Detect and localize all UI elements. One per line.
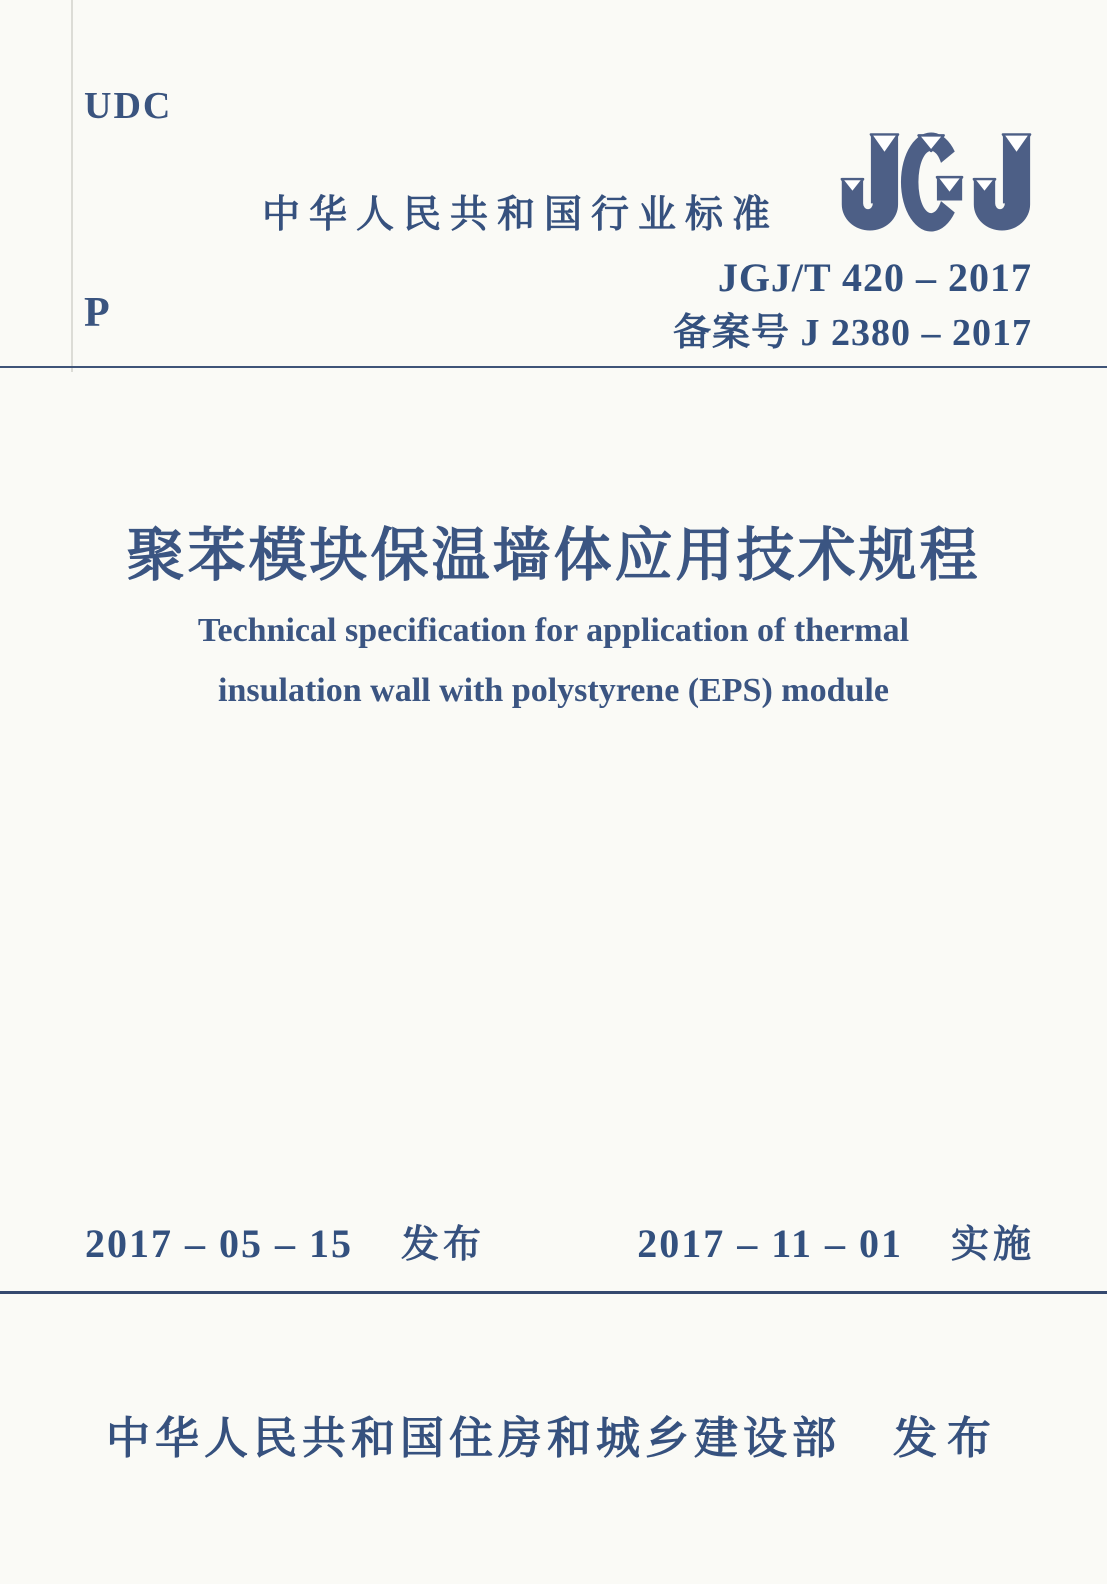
implement-label: 实施 bbox=[950, 1224, 1035, 1266]
top-rule bbox=[0, 366, 1107, 368]
title-english bbox=[0, 601, 1107, 721]
jgj-logo bbox=[834, 128, 1034, 236]
publisher-row bbox=[0, 1402, 1107, 1466]
jgj-logo-icon bbox=[834, 128, 1034, 236]
publisher-name: 中华人民共和国住房和城乡建设部 bbox=[106, 1414, 841, 1463]
implement-date-group bbox=[637, 1213, 1035, 1268]
udc-label: UDC bbox=[84, 85, 173, 127]
implement-date: 2017 – 11 – 01 bbox=[637, 1221, 903, 1266]
bottom-rule bbox=[0, 1291, 1107, 1294]
title-english-line1: Technical specification for application of thermal bbox=[197, 612, 910, 649]
issue-date: 2017 – 05 – 15 bbox=[85, 1221, 353, 1266]
standard-type-title: 中华人民共和国行业标准 bbox=[262, 194, 780, 236]
record-number: 备案号 J 2380 – 2017 bbox=[672, 312, 1032, 354]
issue-date-group bbox=[85, 1213, 485, 1268]
publisher-action: 发布 bbox=[893, 1414, 1001, 1463]
title-english-line2: insulation wall with polystyrene (EPS) module bbox=[218, 672, 889, 709]
title-chinese: 聚苯模块保温墙体应用技术规程 bbox=[126, 523, 981, 588]
scan-edge-line bbox=[71, 0, 73, 372]
dates-row bbox=[0, 1213, 1107, 1266]
standard-number: JGJ/T 420 – 2017 bbox=[717, 255, 1032, 300]
issue-label: 发布 bbox=[401, 1224, 486, 1266]
classification-p-label: P bbox=[84, 290, 110, 336]
